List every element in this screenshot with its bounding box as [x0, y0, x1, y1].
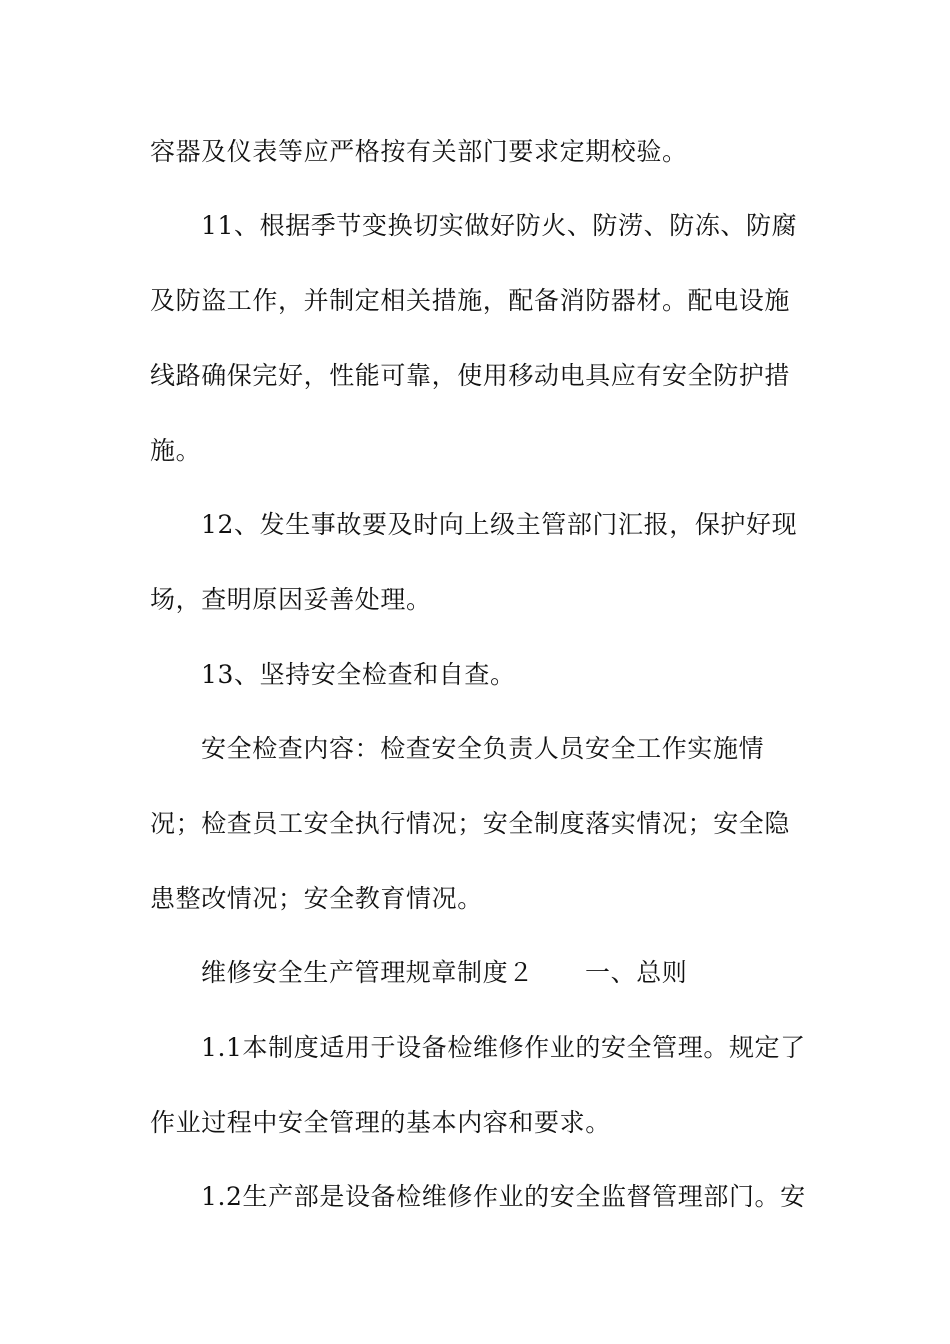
text-line: 11、根据季节变换切实做好防火、防涝、防冻、防腐	[201, 211, 798, 240]
text-line: 13、坚持安全检查和自查。	[201, 660, 516, 689]
text-line: 12、发生事故要及时向上级主管部门汇报，保护好现	[201, 510, 798, 539]
text-line: 维修安全生产管理规章制度２ 一、总则	[201, 958, 688, 987]
text-line: 安全检查内容：检查安全负责人员安全工作实施情	[201, 734, 765, 763]
text-line: 1.2生产部是设备检维修作业的安全监督管理部门。安	[201, 1182, 806, 1211]
text-line: 作业过程中安全管理的基本内容和要求。	[150, 1108, 611, 1137]
text-line: 及防盗工作，并制定相关措施，配备消防器材。配电设施	[150, 286, 791, 315]
text-line: 患整改情况；安全教育情况。	[150, 884, 483, 913]
text-line: 容器及仪表等应严格按有关部门要求定期校验。	[150, 137, 688, 166]
text-line: 线路确保完好，性能可靠，使用移动电具应有安全防护措	[150, 361, 791, 390]
text-line: 1.1本制度适用于设备检维修作业的安全管理。规定了	[201, 1033, 806, 1062]
text-line: 况；检查员工安全执行情况；安全制度落实情况；安全隐	[150, 809, 791, 838]
text-line: 施。	[150, 436, 202, 465]
text-line: 场，查明原因妥善处理。	[150, 585, 432, 614]
